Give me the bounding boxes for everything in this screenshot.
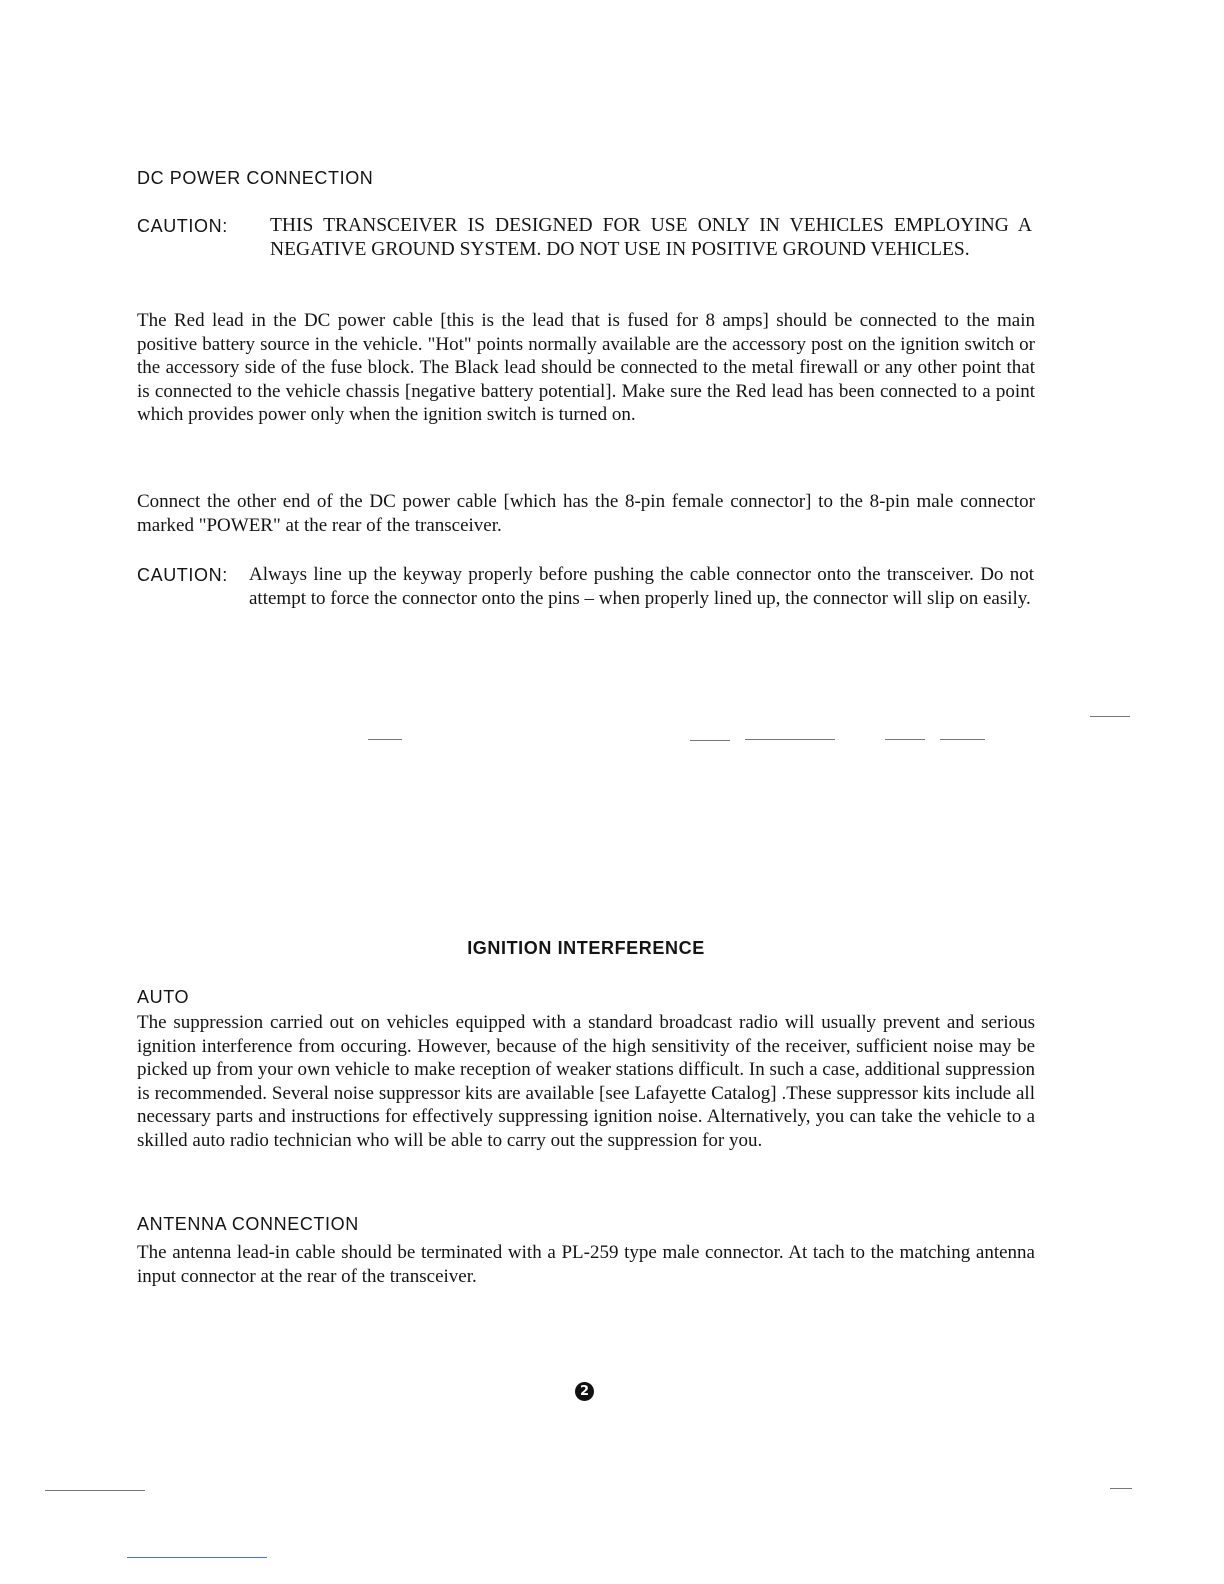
- scan-mark: [1090, 716, 1130, 717]
- auto-heading: AUTO: [137, 987, 190, 1007]
- scan-mark: [690, 740, 730, 741]
- scan-mark: [745, 739, 835, 740]
- scan-mark: [885, 739, 925, 740]
- dc-power-paragraph-2: Connect the other end of the DC power cable [which has the 8-pin female connector] to the 8-pin male connector marked "POWER" at the rear of the transceiver.: [137, 491, 1035, 536]
- caution-text-1: THIS TRANSCEIVER IS DESIGNED FOR USE ONLY IN VEHICLES EMPLOYING A NEGATIVE GROUND SYSTEM. DO NOT USE IN POSITIVE GROUND VEHICLES.: [270, 215, 1032, 260]
- auto-paragraph: The suppression carried out on vehicles equipped with a standard broadcast radio will usually prevent and serious ignition interference from occuring. However, because of the high sensitivity of the receiver, sufficient noise may be picked up from your own vehicle to make reception of weaker stations difficult. In such a case, additional suppression is recommended. Several noise suppressor kits are available [see Lafayette Catalog] .These suppressor kits include all necessary parts and instructions for effectively suppressing ignition noise. Alternatively, you can take the vehicle to a skilled auto radio technician who will be able to carry out the suppression for you.: [137, 1012, 1035, 1151]
- dc-power-heading: DC POWER CONNECTION: [137, 168, 374, 188]
- caution-label-1: CAUTION:: [137, 216, 228, 236]
- dc-power-paragraph-1: The Red lead in the DC power cable [this is the lead that is fused for 8 amps] should be connected to the main positive battery source in the vehicle. "Hot" points normally available are the accessory post on the ignition switch or the accessory side of the fuse block. The Black lead should be connected to the metal firewall or any other point that is connected to the vehicle chassis [negative battery potential]. Make sure the Red lead has been connected to a point which provides power only when the ignition switch is turned on.: [137, 310, 1035, 425]
- antenna-paragraph: The antenna lead-in cable should be terminated with a PL-259 type male connector. At tach to the matching antenna input connector at the rear of the transceiver.: [137, 1242, 1035, 1287]
- scan-mark: [368, 739, 402, 740]
- page-number: 2: [575, 1382, 594, 1401]
- footer-line: [127, 1557, 267, 1558]
- scan-mark: [940, 739, 985, 740]
- caution-text-2: Always line up the keyway properly before pushing the cable connector onto the transceiver. Do not attempt to force the connector onto the pins – when properly lined up, the connector will slip on easily.: [249, 564, 1034, 609]
- caution-label-2: CAUTION:: [137, 565, 228, 585]
- scan-mark: [45, 1490, 145, 1491]
- ignition-heading: IGNITION INTERFERENCE: [467, 938, 705, 958]
- scan-mark: [1110, 1488, 1132, 1489]
- antenna-heading: ANTENNA CONNECTION: [137, 1214, 359, 1234]
